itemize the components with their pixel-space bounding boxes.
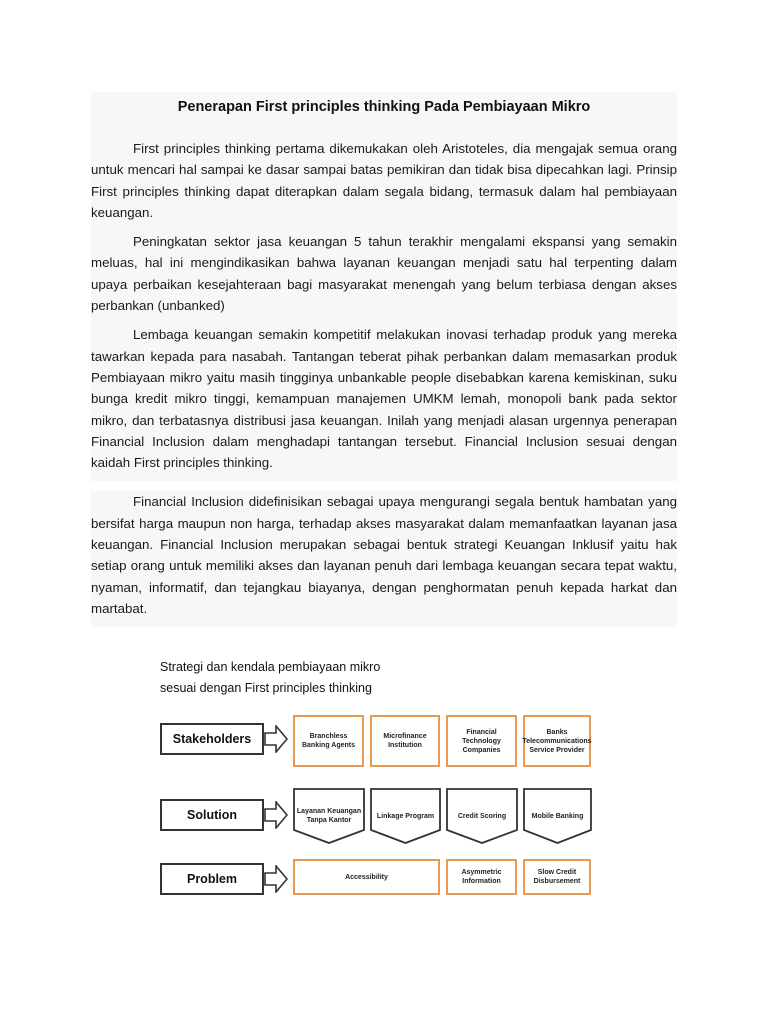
stakeholder-box-4: Banks Telecommunications Service Provider — [523, 715, 591, 767]
paragraph-gap — [90, 481, 678, 491]
solution-box-2 — [370, 788, 441, 844]
stakeholders-label: Stakeholders — [160, 723, 264, 755]
solution-box-3 — [446, 788, 518, 844]
document-body — [91, 92, 677, 627]
stakeholder-box-3: Financial Technology Companies — [446, 715, 517, 767]
solution-label: Solution — [160, 799, 264, 831]
diagram-caption — [160, 657, 380, 699]
paragraph-3: Lembaga keuangan semakin kompetitif melakukan inovasi terhadap produk yang mereka tawarkan kepada para nasabah. Tantangan teberat pihak perbankan dalam memasarkan produk Pembiayaan mikro yaitu masih tingginya unbankable people disebabkan karena kemiskinan, suku bunga kredit mikro tinggi, kemampuan manajemen UMKM lemah, monopoli bank pada sektor mikro, dan terbatasnya distribusi jasa keuangan. Inilah yang menjadi alasan urgennya penerapan Financial Inclusion dalam menghadapi tantangan tersebut. Financial Inclusion sesuai dengan kaidah First principles thinking. — [91, 327, 677, 471]
arrow-right-icon — [264, 801, 288, 829]
diagram-caption-line-1: Strategi dan kendala pembiayaan mikro — [160, 660, 381, 674]
strategy-diagram — [150, 708, 600, 908]
paragraph-1: First principles thinking pertama dikemukakan oleh Aristoteles, dia mengajak semua orang untuk mencari hal sampai ke dasar sampai batas pemikiran dan tidak bisa dipecahkan lagi. Prinsip First principles thinking dapat diterapkan dalam segala bidang, termasuk dalam hal pembiayaan keuangan. — [91, 141, 677, 220]
paragraph-2: Peningkatan sektor jasa keuangan 5 tahun terakhir mengalami ekspansi yang semakin meluas, hal ini mengindikasikan bahwa layanan keuangan menjadi satu hal terpenting dalam upaya perbaikan kesejahteraan bagi masyarakat menengah yang belum terbiasa dengan akses perbankan (unbanked) — [91, 234, 677, 314]
solution-box-4 — [523, 788, 592, 844]
problem-box-2: Asymmetric Information — [446, 859, 517, 895]
solution-box-3-label: Credit Scoring — [457, 812, 507, 820]
paragraph-4: Financial Inclusion didefinisikan sebagai upaya mengurangi segala bentuk hambatan yang bersifat harga maupun non harga, terhadap akses masyarakat dalam memanfaatkan layanan jasa keuangan. Financial Inclusion merupakan sebagai bentuk strategi Keuangan Inklusif yaitu hak setiap orang untuk memiliki akses dan layanan penuh dari lembaga keuangan secara tepat waktu, nyaman, informatif, dan tejangkau biayanya, dengan penghormatan penuh kepada harkat dan martabat. — [91, 494, 677, 616]
solution-box-2-label: Linkage Program — [376, 812, 435, 820]
solution-box-4-label: Mobile Banking — [531, 812, 584, 820]
solution-box-1-label: Layanan Keuangan Tanpa Kantor — [296, 808, 362, 824]
diagram-caption-line-2: sesuai dengan First principles thinking — [160, 681, 372, 695]
arrow-right-icon — [264, 865, 288, 893]
stakeholder-box-1: Branchless Banking Agents — [293, 715, 364, 767]
document-title: Penerapan First principles thinking Pada Pembiayaan Mikro — [177, 99, 591, 115]
arrow-right-icon — [264, 725, 288, 753]
solution-box-1 — [293, 788, 365, 844]
problem-box-1: Accessibility — [293, 859, 440, 895]
problem-label: Problem — [160, 863, 264, 895]
stakeholder-box-2: Microfinance Institution — [370, 715, 440, 767]
problem-box-3: Slow Credit Disbursement — [523, 859, 591, 895]
